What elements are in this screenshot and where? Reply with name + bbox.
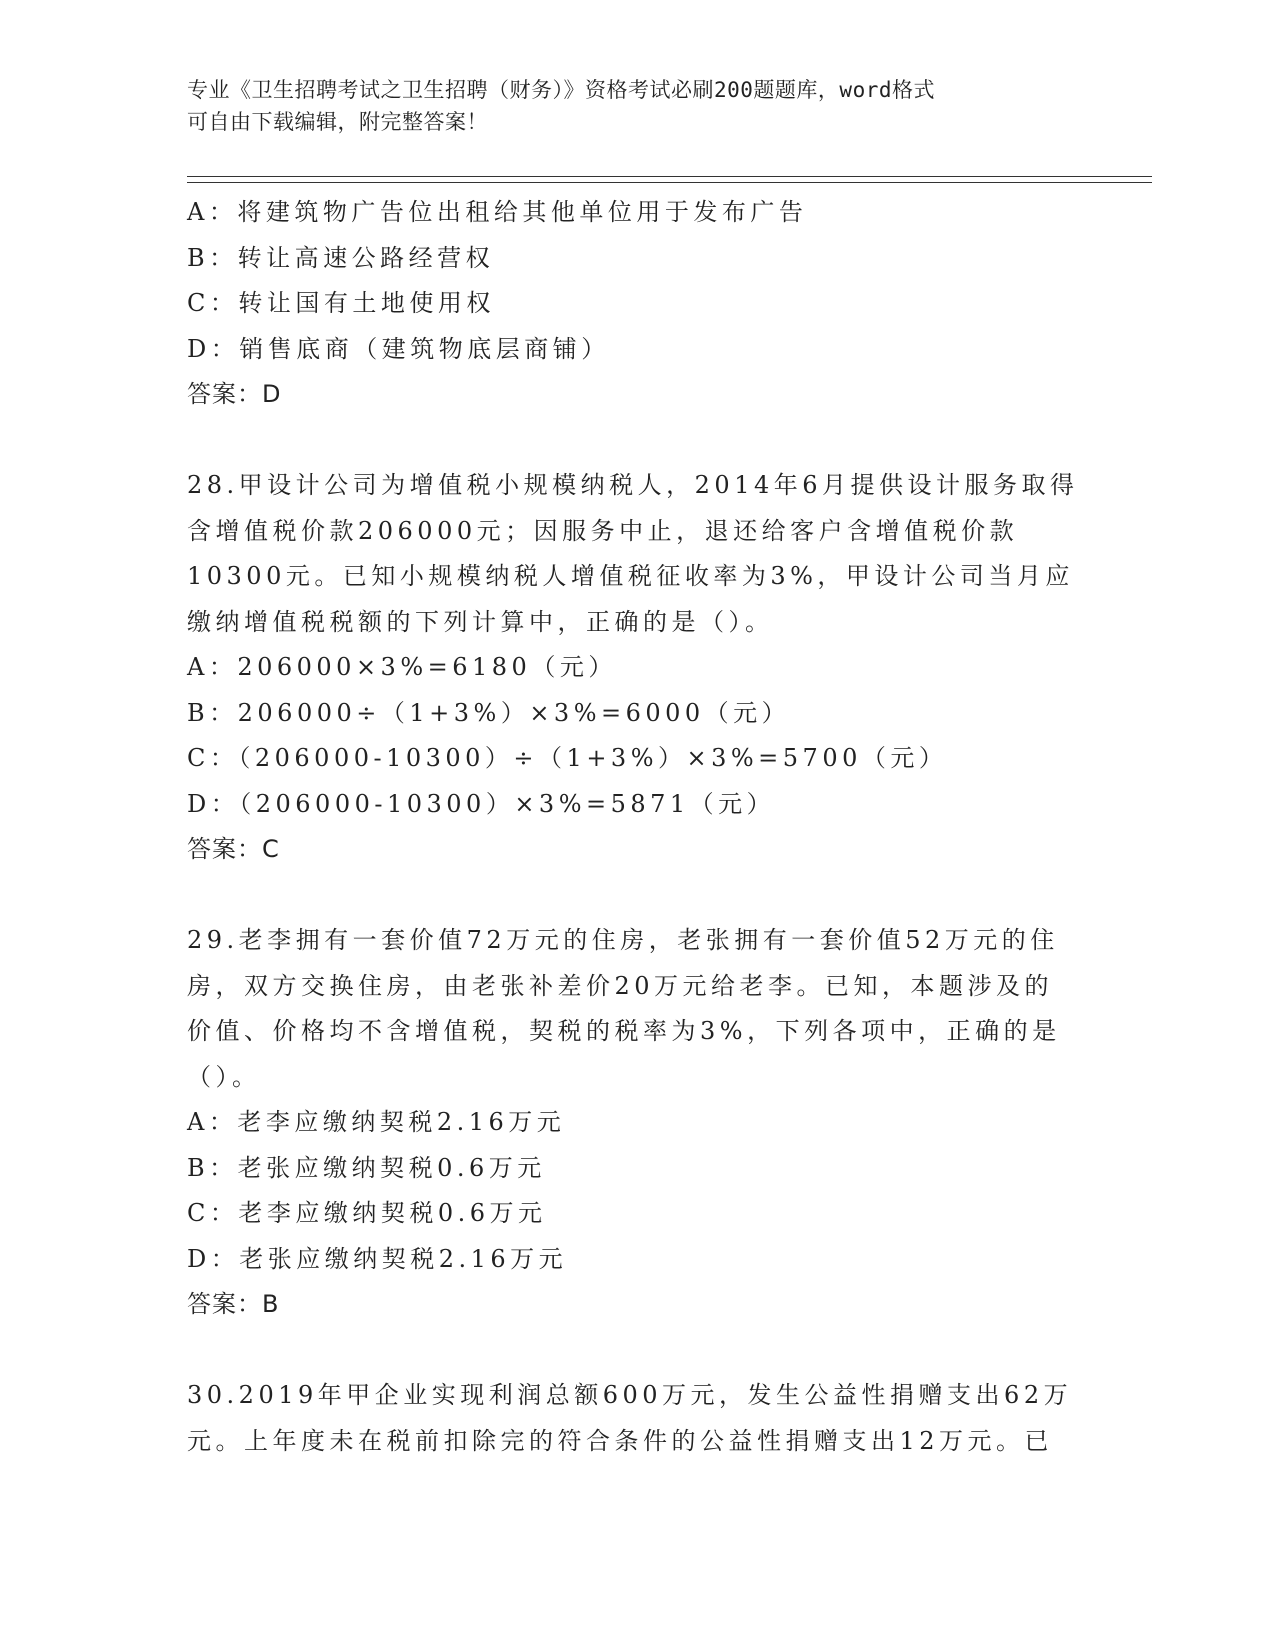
q29-option-a: A：老李应缴纳契税2.16万元 xyxy=(187,1108,566,1136)
spacer xyxy=(187,418,1087,464)
question-content xyxy=(187,190,1087,1464)
q30-stem-line-2: 元。上年度未在税前扣除完的符合条件的公益性捐赠支出12万元。已 xyxy=(187,1426,1054,1455)
q28-answer: 答案：C xyxy=(187,835,280,863)
q27-option-d: D：销售底商（建筑物底层商铺） xyxy=(187,334,610,363)
q29-stem-line-1: 29.老李拥有一套价值72万元的住房，老张拥有一套价值52万元的住 xyxy=(187,926,1059,954)
document-header xyxy=(187,74,1067,138)
q29-option-c: C：老李应缴纳契税0.6万元 xyxy=(187,1199,547,1227)
q29-stem-line-3: 价值、价格均不含增值税，契税的税率为3%，下列各项中，正确的是 xyxy=(187,1017,1061,1045)
q28-stem-line-1: 28.甲设计公司为增值税小规模纳税人，2014年6月提供设计服务取得 xyxy=(187,471,1079,499)
header-line-2: 可自由下载编辑，附完整答案！ xyxy=(187,110,488,134)
header-divider-top xyxy=(187,176,1152,177)
spacer xyxy=(187,1328,1087,1374)
q27-answer: 答案：D xyxy=(187,380,282,408)
q28-stem-line-3: 10300元。已知小规模纳税人增值税征收率为3%，甲设计公司当月应 xyxy=(187,562,1074,590)
q28-option-a: A：206000×3%=6180（元） xyxy=(187,653,617,681)
q27-option-b: B：转让高速公路经营权 xyxy=(187,243,495,272)
q27-option-a: A：将建筑物广告位出租给其他单位用于发布广告 xyxy=(187,198,808,226)
q30-stem-line-1: 30.2019年甲企业实现利润总额600万元，发生公益性捐赠支出62万 xyxy=(187,1381,1073,1409)
q28-option-b: B：206000÷（1+3%）×3%=6000（元） xyxy=(187,698,791,727)
q28-stem-line-4: 缴纳增值税税额的下列计算中，正确的是（）。 xyxy=(187,607,774,636)
question-28 xyxy=(187,463,1087,873)
q29-option-d: D：老张应缴纳契税2.16万元 xyxy=(187,1244,568,1273)
q29-option-b: B：老张应缴纳契税0.6万元 xyxy=(187,1153,546,1182)
q28-stem-line-2: 含增值税价款206000元；因服务中止，退还给客户含增值税价款 xyxy=(187,516,1019,545)
q29-stem-line-2: 房，双方交换住房，由老张补差价20万元给老李。已知，本题涉及的 xyxy=(187,971,1054,1000)
spacer xyxy=(187,873,1087,919)
q27-option-c: C：转让国有土地使用权 xyxy=(187,289,495,317)
header-line-1: 专业《卫生招聘考试之卫生招聘（财务）》资格考试必刷200题题库，word格式 xyxy=(187,78,935,102)
question-27 xyxy=(187,190,1087,418)
q28-option-c: C：（206000-10300）÷（1+3%）×3%=5700（元） xyxy=(187,744,948,772)
q28-option-d: D：（206000-10300）×3%=5871（元） xyxy=(187,789,776,818)
question-29 xyxy=(187,918,1087,1328)
header-divider-bottom xyxy=(187,182,1152,183)
q29-answer: 答案：B xyxy=(187,1290,280,1318)
q29-stem-line-4: （）。 xyxy=(187,1062,261,1091)
question-30 xyxy=(187,1373,1087,1464)
